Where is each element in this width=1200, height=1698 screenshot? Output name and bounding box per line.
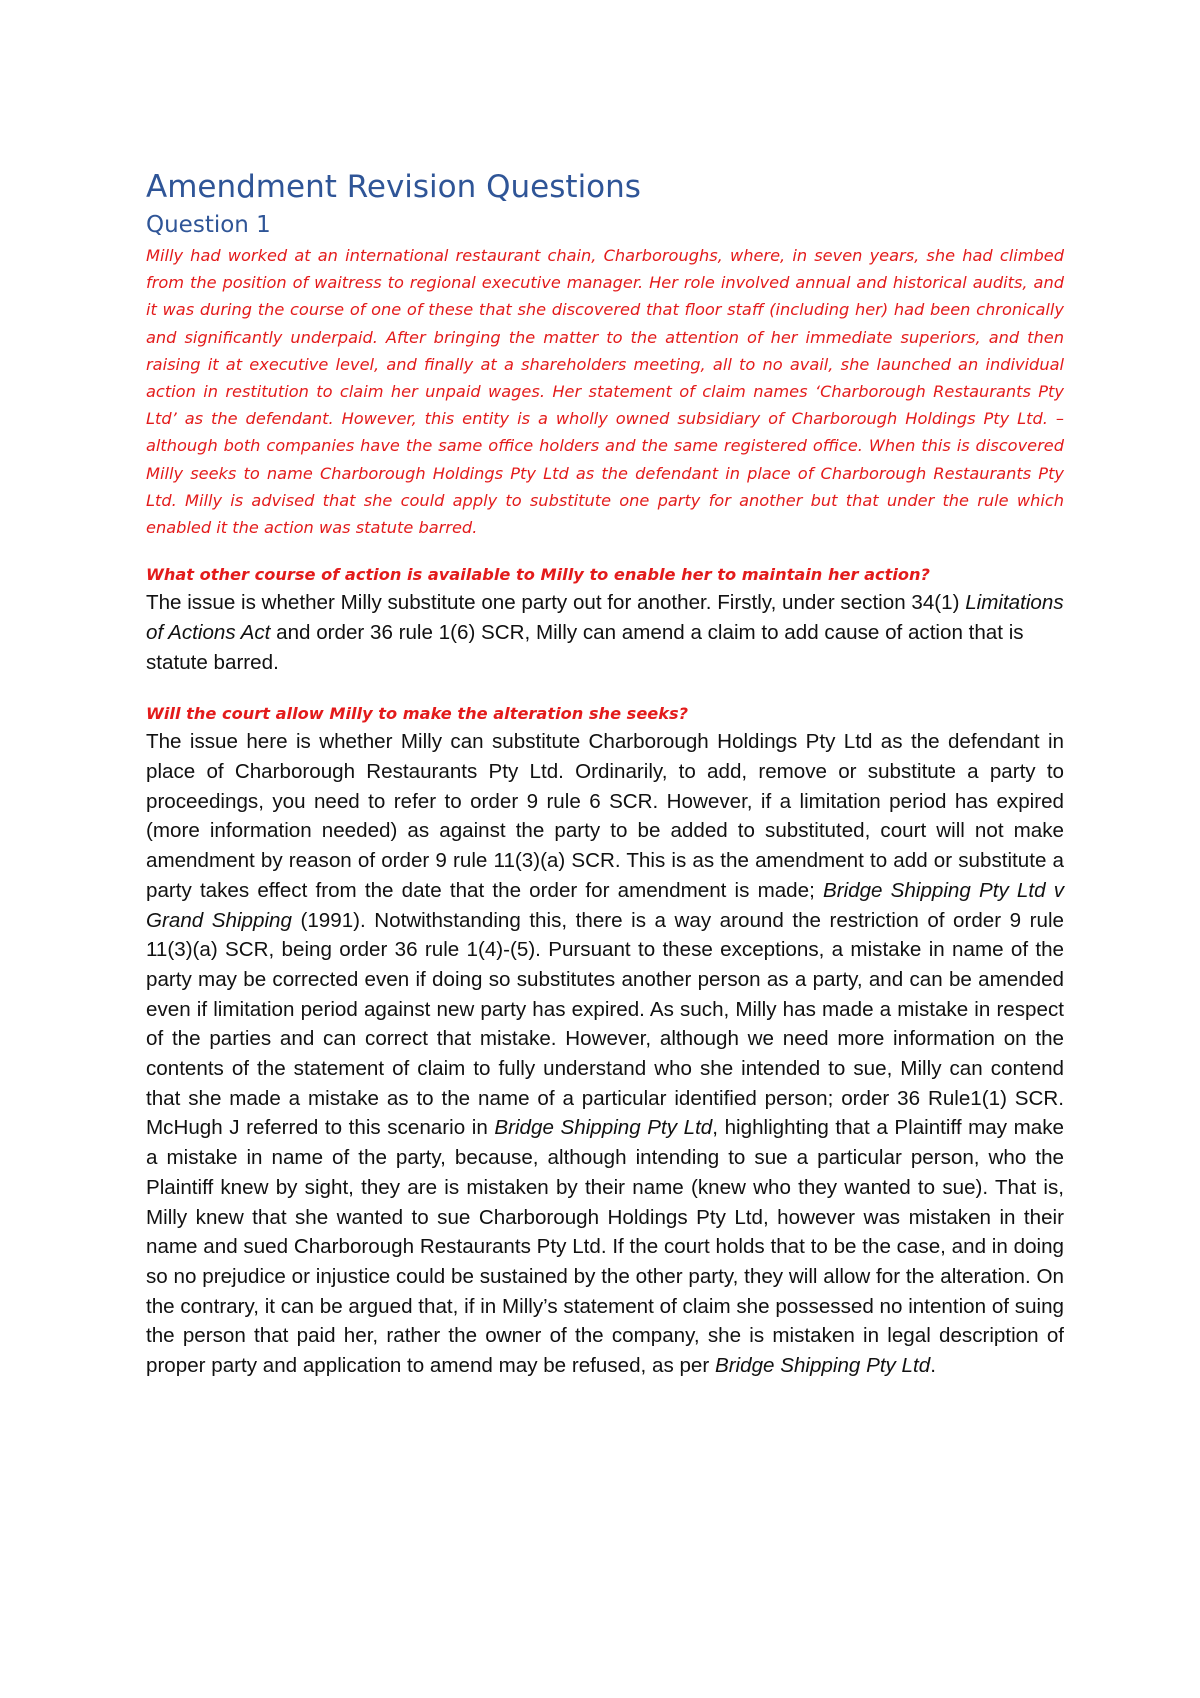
answer-2-text: (1991). Notwithstanding this, there is a way around the restriction of order 9 rule 11(3)(a) SCR, being order 36 rule 1(4)-(5). Pursuant to these exceptions, a mistake in name of the party may be corrected even if doing so substitutes another person as a party, and can be amended even if limitation period against new party has expired. As such, Milly has made a mistake in respect of the parties and can correct that mistake. However, although we need more information on the contents of the statement of claim to fully understand who she intended to sue, Milly can contend that she made a mistake as to the name of a particular identified person; order 36 Rule1(1) SCR. McHugh J referred to this scenario in: [146, 908, 1064, 1140]
answer-2-text: , highlighting that a Plaintiff may make a mistake in name of the party, because, although intending to sue a particular person, who the Plaintiff knew by sight, they are is mistaken by their name (knew who they wanted to sue). That is, Milly knew that she wanted to sue Charborough Holdings Pty Ltd, however was mistaken in their name and sued Charborough Restaurants Pty Ltd. If the court holds that to be the case, and in doing so no prejudice or injustice could be sustained by the other party, they will allow for the alteration. On the contrary, it can be argued that, if in Milly’s statement of claim she possessed no intention of suing the person that paid her, rather the owner of the company, she is mistaken in legal description of proper party and application to amend may be refused, as per: [146, 1116, 1065, 1378]
answer-1-text-end: and order 36 rule 1(6) SCR, Milly can amend a claim to add cause of action that is statute barred.: [146, 620, 1024, 674]
question-prompt-1: What other course of action is available to Milly to enable her to maintain her action?: [146, 565, 930, 585]
spacer: [146, 541, 1064, 562]
question-heading: Question 1: [146, 212, 271, 238]
answer-2-italic-case: Bridge Shipping Pty Ltd: [494, 1116, 713, 1140]
answer-paragraph-2: [146, 727, 1064, 1380]
answer-2-text-end: .: [930, 1354, 936, 1378]
answer-2-italic-case: Bridge Shipping Pty Ltd v Grand Shipping: [146, 878, 1065, 932]
document-title: Amendment Revision Questions: [146, 169, 641, 205]
answer-paragraph-1: [146, 588, 1064, 677]
question-scenario: Milly had worked at an international restaurant chain, Charboroughs, where, in seven years, she had climbed from the position of waitress to regional executive manager. Her role involved annual and historical audits, and it was during the course of one of these that she discovered that floor staff (including her) had been chronically and significantly underpaid. After bringing the matter to the attention of her immediate superiors, and then raising it at executive level, and finally at a shareholders meeting, all to no avail, she launched an individual action in restitution to claim her unpaid wages. Her statement of claim names ‘Charborough Restaurants Pty Ltd’ as the defendant. However, this entity is a wholly owned subsidiary of Charborough Holdings Pty Ltd. – although both companies have the same office holders and the same registered office. When this is discovered Milly seeks to name Charborough Holdings Pty Ltd as the defendant in place of Charborough Restaurants Pty Ltd. Milly is advised that she could apply to substitute one party for another but that under the rule which enabled it the action was statute barred.: [146, 246, 1064, 538]
answer-2-italic-case: Bridge Shipping Pty Ltd: [714, 1354, 931, 1378]
question-prompt-2: Will the court allow Milly to make the alteration she seeks?: [146, 704, 689, 724]
spacer: [146, 677, 1064, 701]
document-body: [146, 168, 1064, 1381]
answer-1-italic-statute: Limitations of Actions Act: [146, 591, 1064, 644]
answer-1-text: The issue is whether Milly substitute one party out for another. Firstly, under section 34(1): [146, 591, 966, 615]
answer-2-text: The issue here is whether Milly can substitute Charborough Holdings Pty Ltd as the defendant in place of Charborough Restaurants Pty Ltd. Ordinarily, to add, remove or substitute a party to proceedings, you need to refer to order 9 rule 6 SCR. However, if a limitation period has expired (more information needed) as against the party to be added to substituted, court will not make amendment by reason of order 9 rule 11(3)(a) SCR. This is as the amendment to add or substitute a party takes effect from the date that the order for amendment is made;: [146, 730, 1064, 902]
